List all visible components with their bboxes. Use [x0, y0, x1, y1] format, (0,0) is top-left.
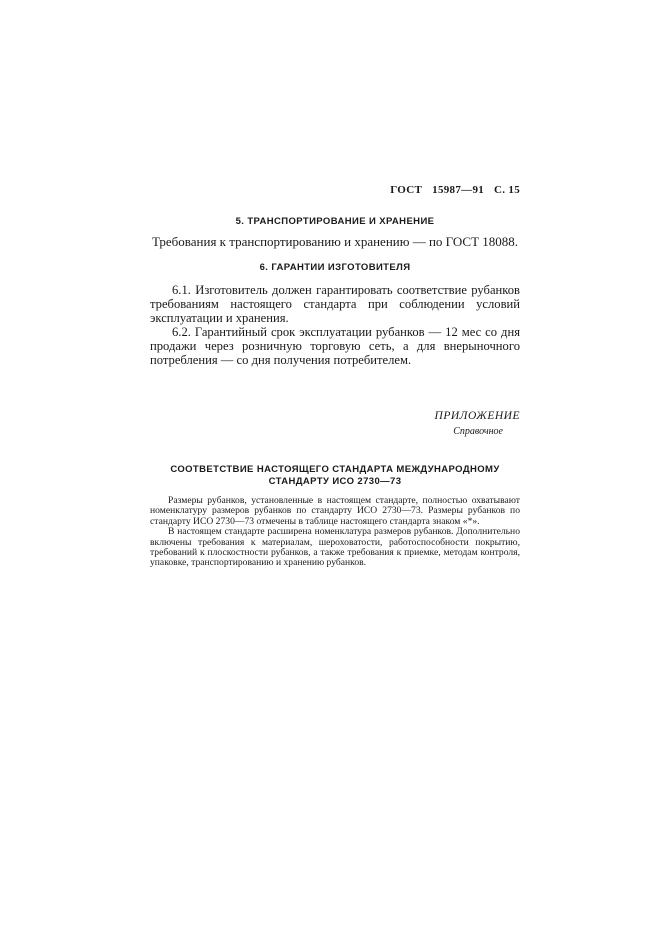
section6-paragraph-1: 6.1. Изготовитель должен гарантировать соответствие рубанков требованиям настоящего стандарта при соблюдении условий эксплуатации и хранения.	[150, 283, 520, 325]
appendix-title-line-1: СООТВЕТСТВИЕ НАСТОЯЩЕГО СТАНДАРТА МЕЖДУНАРОДНОМУ	[170, 464, 500, 475]
header-page: С. 15	[494, 184, 520, 196]
header-number: 15987—91	[432, 184, 485, 196]
section6-paragraph-2: 6.2. Гарантийный срок эксплуатации рубанков — 12 мес со дня продажи через розничную торговую сеть, а для внерыночного потребления — со дня получения потребителем.	[150, 325, 520, 367]
appendix-title-line-2: СТАНДАРТУ ИСО 2730—73	[268, 476, 402, 487]
section6-body	[150, 283, 520, 367]
appendix-paragraph-1: Размеры рубанков, установленные в настоящем стандарте, полностью охватывают номенклатуру размеров рубанков по стандарту ИСО 2730—73. Размеры рубанков по стандарту ИСО 2730—73 отмечены в таблице настоящего стандарта знаком «*».	[150, 495, 520, 527]
section6-title: 6. ГАРАНТИИ ИЗГОТОВИТЕЛЯ	[259, 262, 411, 273]
appendix-body	[150, 496, 520, 569]
section5-text: Требования к транспортированию и хранению — по ГОСТ 18088.	[151, 234, 519, 249]
header-gost: ГОСТ	[390, 184, 423, 196]
appendix-sublabel: Справочное	[453, 426, 503, 437]
section5-title: 5. ТРАНСПОРТИРОВАНИЕ И ХРАНЕНИЕ	[235, 216, 435, 227]
appendix-label: ПРИЛОЖЕНИЕ	[434, 410, 520, 422]
page-header	[380, 184, 520, 196]
appendix-paragraph-2: В настоящем стандарте расширена номенклатура размеров рубанков. Дополнительно включены требования к материалам, шероховатости, работоспособности покрытию, требований к плоскостности рубанков, а также требования к приемке, методам контроля, упаковке, транспортированию и хранению рубанков.	[150, 526, 520, 569]
